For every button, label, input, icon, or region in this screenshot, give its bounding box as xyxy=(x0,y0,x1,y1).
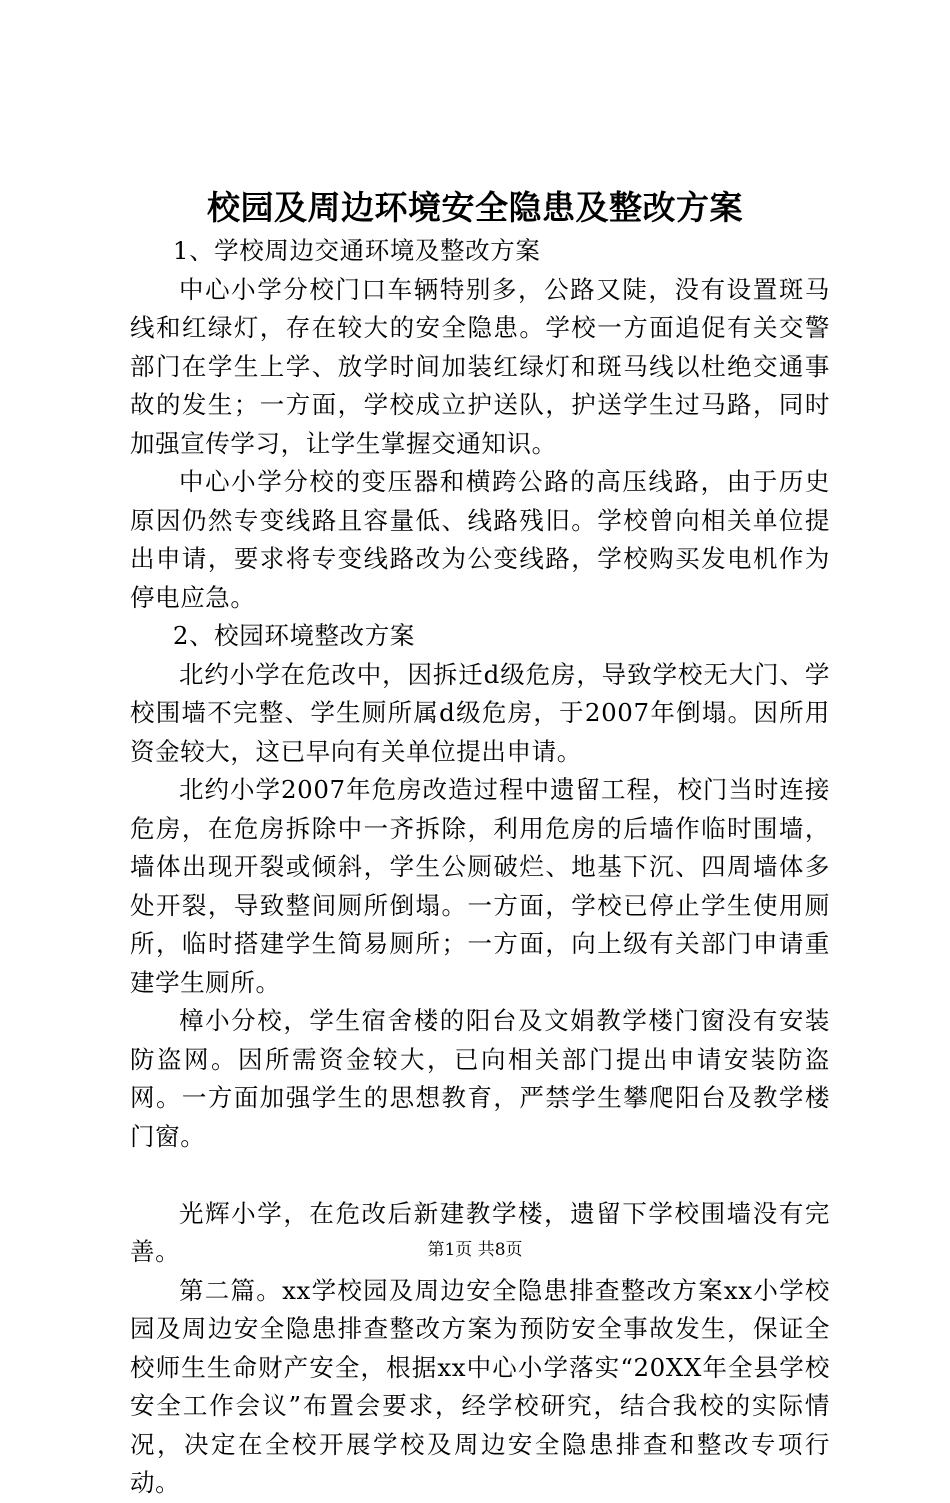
section-heading-1: 1、学校周边交通环境及整改方案 xyxy=(172,236,541,265)
paragraph-beiyue-gate: 北约小学在危改中，因拆迁d级危房，导致学校无大门、学校围墙不完整、学生厕所属d级危房，于2007年倒塌。因所用资金较大，这已早向有关单位提出申请。 xyxy=(130,659,830,766)
paragraph-zhang-branch: 樟小分校，学生宿舍楼的阳台及文娟教学楼门窗没有安装防盗网。因所需资金较大，已向相关部门提出申请安装防盗网。一方面加强学生的思想教育，严禁学生攀爬阳台及教学楼门窗。 xyxy=(130,1006,830,1151)
paragraph-part-two: 第二篇。xx学校园及周边安全隐患排查整改方案xx小学校园及周边安全隐患排查整改方案为预防安全事故发生，保证全校师生生命财产安全，根据xx中心小学落实“20XX年全县学校安全工作会议”布置会要求，经学校研究，结合我校的实际情况，决定在全校开展学校及周边安全隐患排查和整改专项行动。 xyxy=(130,1275,830,1497)
document-body xyxy=(130,232,830,1503)
paragraph-beiyue-toilet: 北约小学2007年危房改造过程中遗留工程，校门当时连接危房，在危房拆除中一齐拆除，利用危房的后墙作临时围墙，墙体出现开裂或倾斜，学生公厕破烂、地基下沉、四周墙体多处开裂，导致整间厕所倒塌。一方面，学校已停止学生使用厕所，临时搭建学生简易厕所；一方面，向上级有关部门申请重建学生厕所。 xyxy=(130,775,830,997)
blank-line xyxy=(130,1156,830,1195)
page-footer: 第1页 共8页 xyxy=(427,1240,523,1260)
paragraph-guanghui: 光辉小学，在危改后新建教学楼，遗留下学校围墙没有完善。 xyxy=(130,1198,830,1266)
paragraph-traffic: 中心小学分校门口车辆特别多，公路又陡，没有设置斑马线和红绿灯，存在较大的安全隐患。学校一方面追促有关交警部门在学生上学、放学时间加装红绿灯和斑马线以杜绝交通事故的发生；一方面，学校成立护送队，护送学生过马路，同时加强宣传学习，让学生掌握交通知识。 xyxy=(130,274,830,458)
paragraph-power-lines: 中心小学分校的变压器和横跨公路的高压线路，由于历史原因仍然专变线路且容量低、线路残旧。学校曾向相关单位提出申请，要求将专变线路改为公变线路，学校购买发电机作为停电应急。 xyxy=(130,467,830,612)
document-title: 校园及周边环境安全隐患及整改方案 xyxy=(207,188,743,227)
section-heading-2: 2、校园环境整改方案 xyxy=(172,621,415,650)
